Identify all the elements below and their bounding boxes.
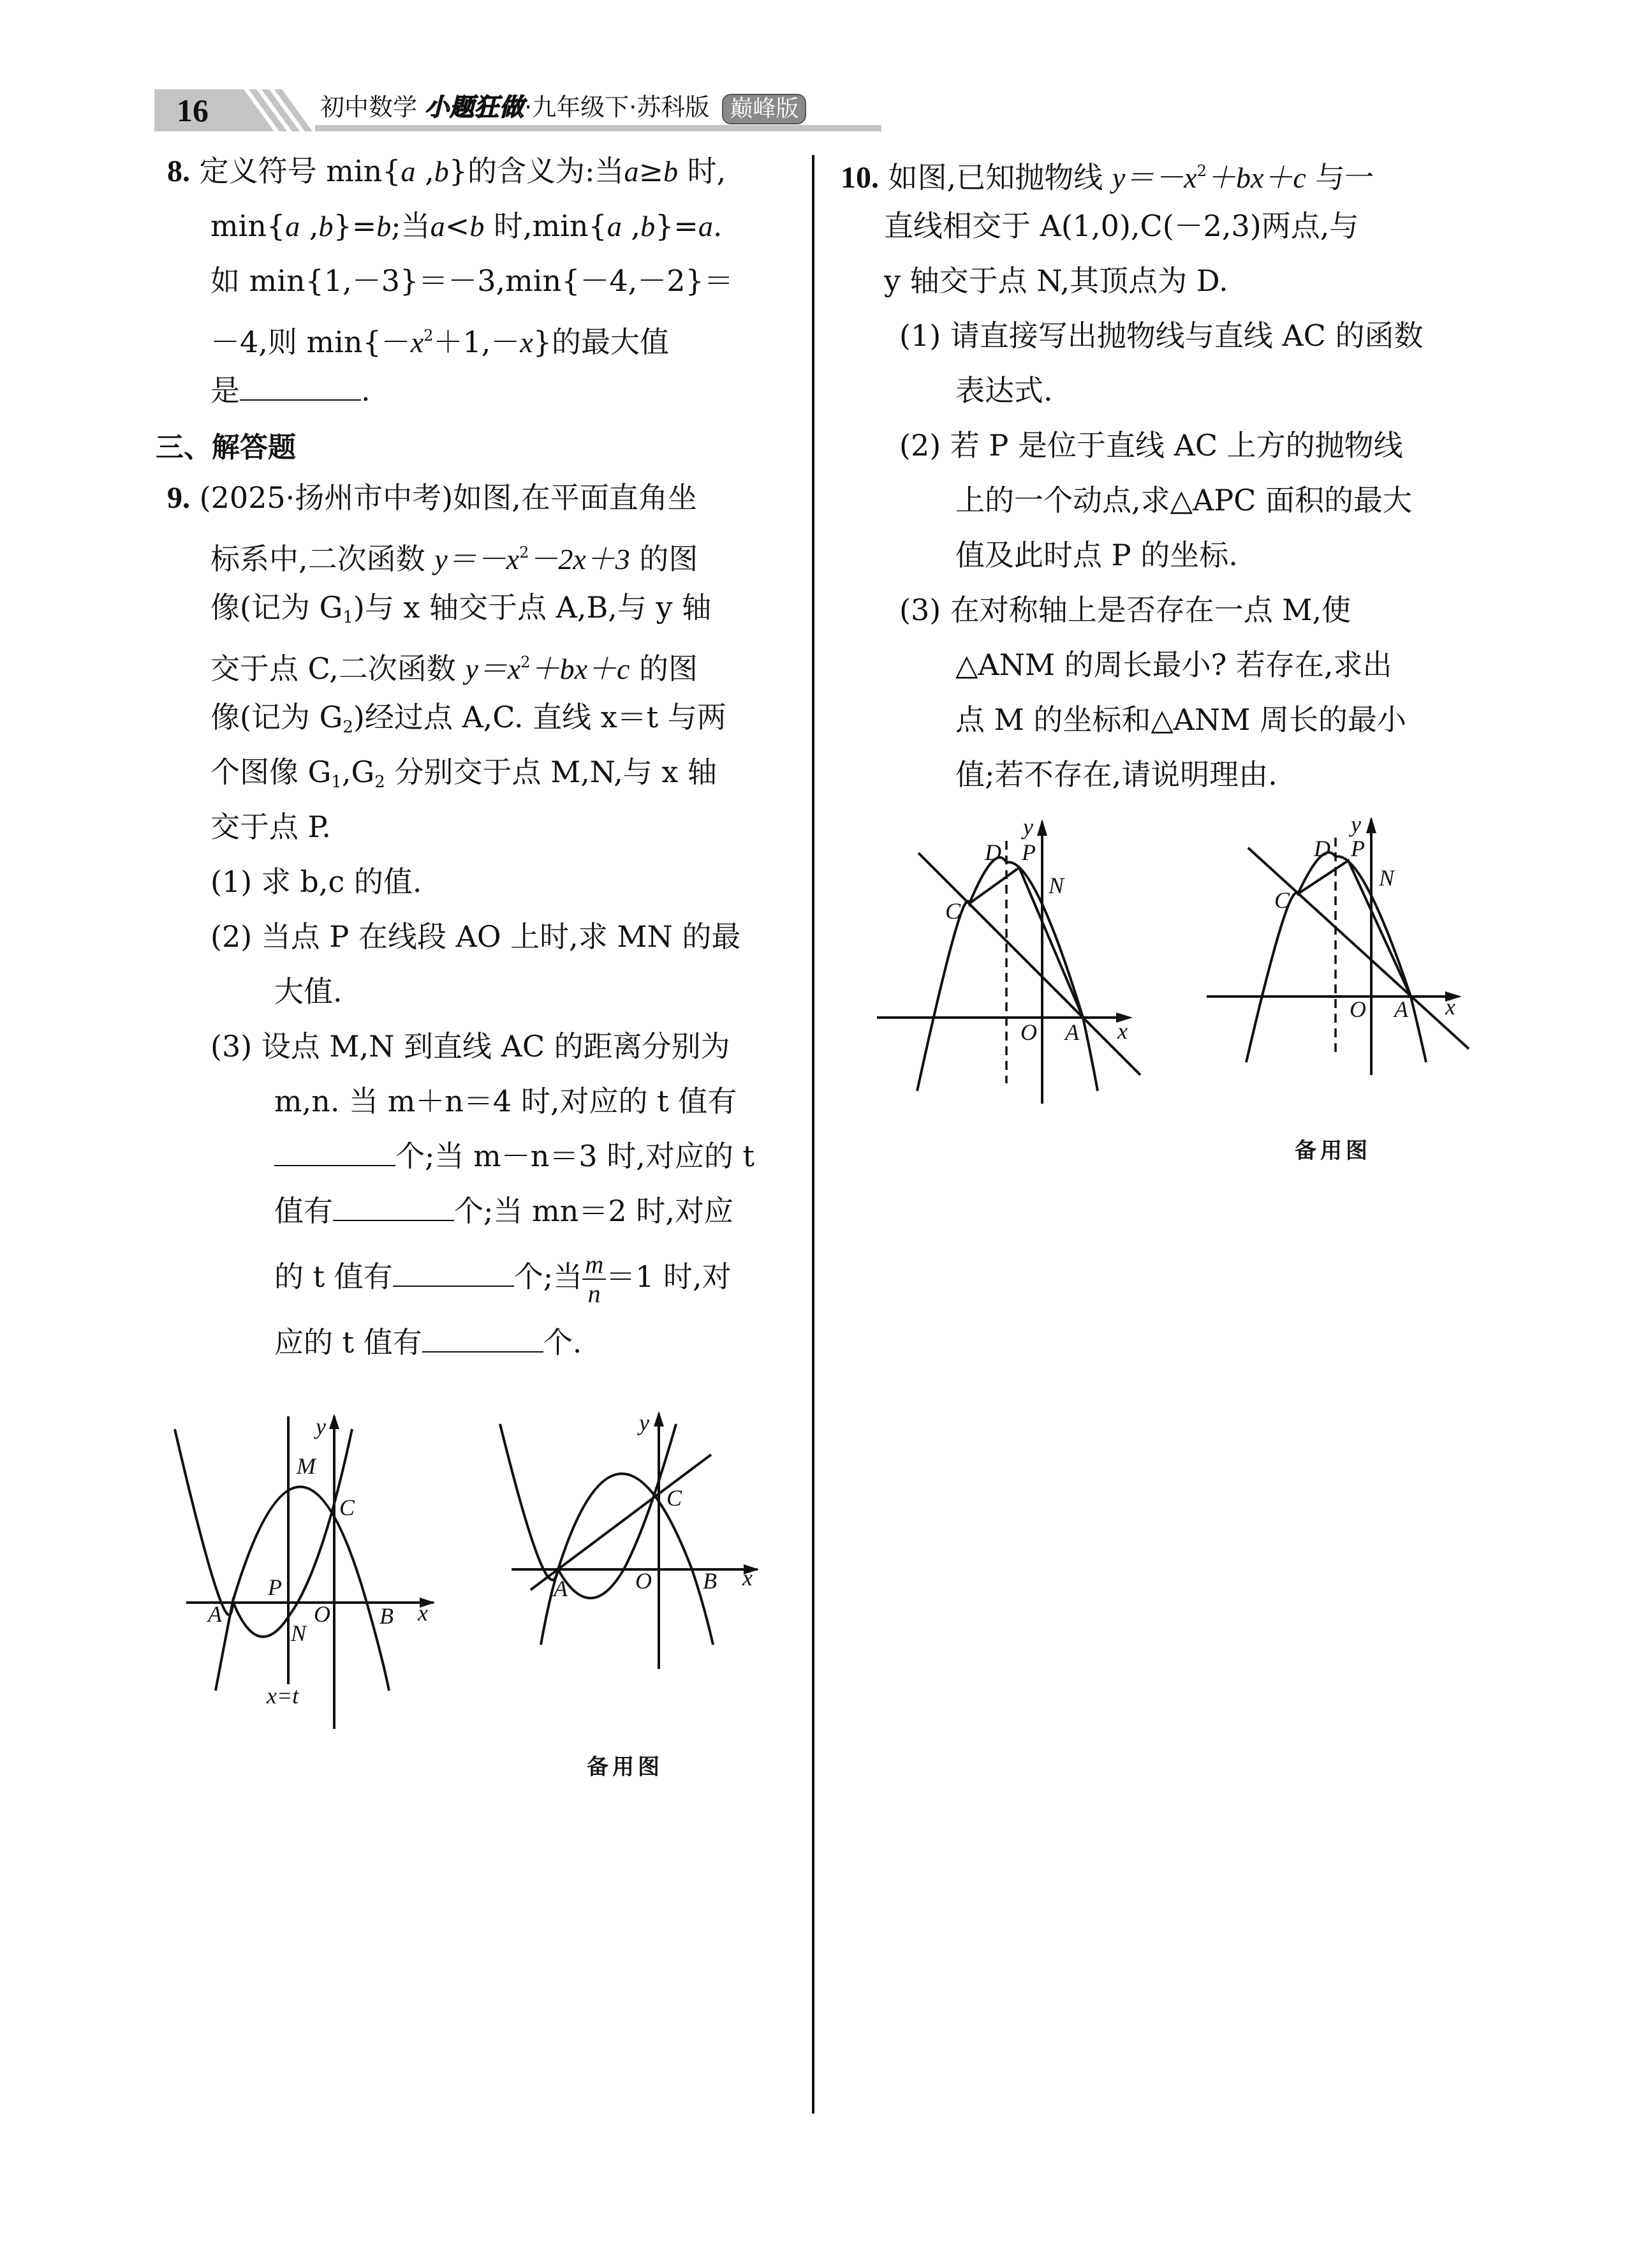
label-M: M	[297, 1453, 316, 1479]
answer-blank[interactable]	[393, 1260, 514, 1287]
q10-figure-svg	[867, 804, 1174, 1110]
text: 的图	[629, 542, 698, 576]
q10-part-3: (3) 在对称轴上是否存在一点 M,使	[899, 593, 1351, 627]
text: 的图	[629, 651, 698, 686]
text: 标系中,二次函数	[210, 542, 435, 576]
label-C: C	[945, 898, 961, 924]
brand-logo-text: 小题狂做	[425, 93, 525, 121]
math-expr: ＋bx＋c	[530, 653, 630, 685]
math-var: a	[285, 210, 300, 242]
label-C: C	[666, 1485, 682, 1511]
exponent: 2	[423, 327, 434, 345]
text: 与一	[1306, 160, 1374, 195]
book-title	[320, 91, 806, 124]
label-P: P	[1351, 836, 1365, 861]
label-A: A	[1065, 1019, 1079, 1045]
math-var: b	[663, 155, 679, 188]
question-8	[167, 144, 792, 418]
q9-part-3-line-2: m,n. 当 m＋n＝4 时,对应的 t 值有	[274, 1084, 737, 1118]
q10-part-2-line-3: 值及此时点 P 的坐标.	[955, 538, 1238, 572]
label-x: x	[1445, 994, 1455, 1019]
y-axis-arrow	[654, 1411, 664, 1427]
header-rule	[315, 125, 881, 131]
label-A: A	[208, 1601, 222, 1627]
text: ,	[621, 209, 641, 243]
math-var: a	[430, 210, 445, 242]
question-number: 8.	[167, 154, 190, 188]
q8-line-5	[167, 363, 792, 418]
q10-figure-spare-svg	[1193, 804, 1499, 1110]
math-var: a	[607, 210, 622, 242]
subscript: 1	[342, 608, 353, 627]
q10-part-1-cont: 表达式.	[955, 373, 1053, 408]
q9-part-3-line-5	[167, 1238, 792, 1315]
label-P: P	[268, 1575, 282, 1600]
label-x: x	[742, 1565, 753, 1590]
question-9	[167, 470, 792, 1370]
math-var: x	[410, 326, 424, 359]
text: 时,	[678, 154, 726, 188]
text: }的最大值	[533, 325, 670, 359]
label-A: A	[554, 1576, 568, 1601]
text: 分别交于点 M,N,与 x 轴	[385, 755, 717, 789]
q9-part-1: (1) 求 b,c 的值.	[210, 864, 422, 899]
triangle-APC	[969, 868, 1083, 1018]
text: 是	[210, 373, 240, 408]
y-axis-arrow	[1037, 819, 1047, 836]
column-divider	[812, 155, 814, 2114]
text: 如图,在平面直角坐	[453, 480, 697, 515]
answer-blank[interactable]	[274, 1139, 395, 1166]
text: 交于点 C,二次函数	[210, 651, 466, 686]
figure-caption: 备用图	[1295, 1138, 1371, 1164]
label-O: O	[635, 1568, 652, 1594]
q8-line-3: 如 min{1,－3}＝－3,min{－4,－2}＝	[210, 263, 733, 298]
label-x-equals-t: x=t	[267, 1683, 299, 1708]
text: 应的 t 值有	[274, 1325, 422, 1360]
y-axis-arrow	[329, 1414, 339, 1429]
text: ,G	[341, 755, 375, 789]
text: 值有	[274, 1194, 333, 1228]
math-var: b	[469, 210, 485, 242]
q9-part-3-line-6	[167, 1315, 792, 1370]
label-N: N	[1379, 865, 1395, 891]
text: }=	[333, 209, 377, 243]
text: ＝1 时,对	[606, 1259, 732, 1294]
text: ≥	[638, 154, 664, 188]
exponent: 2	[520, 653, 531, 671]
title-prefix: 初中数学	[320, 93, 418, 121]
q10-figure-main	[867, 804, 1174, 1113]
label-B: B	[703, 1568, 717, 1594]
q9-figure-spare	[485, 1391, 791, 1687]
math-var: b	[376, 210, 392, 242]
figure-caption: 备用图	[587, 1754, 663, 1780]
text: .	[361, 373, 371, 408]
text: 个.	[543, 1325, 582, 1360]
text: }=	[655, 209, 698, 243]
parabola-g2	[541, 1424, 676, 1645]
math-var: x	[520, 326, 533, 359]
q9-part-3-line-4	[167, 1183, 792, 1238]
q9-figure-svg	[153, 1391, 485, 1735]
label-y: y	[316, 1414, 326, 1439]
q10-part-3-line-2: △ANM 的周长最小? 若存在,求出	[955, 648, 1392, 682]
math-var: b	[434, 155, 449, 188]
page-header	[154, 89, 881, 131]
math-expr: y＝－x	[1112, 161, 1197, 194]
math-expr: －2x＋3	[529, 543, 630, 575]
math-var: b	[318, 210, 334, 242]
y-axis-arrow	[1366, 817, 1376, 833]
math-var: b	[640, 210, 656, 242]
label-x: x	[1117, 1018, 1128, 1044]
q9-line-6	[167, 745, 792, 799]
label-N: N	[291, 1620, 307, 1646]
text: 个;当 m－n＝3 时,对应的 t	[395, 1139, 755, 1173]
q9-line-4	[167, 635, 792, 690]
text: 像(记为 G	[210, 590, 343, 625]
text: )与 x 轴交于点 A,B,与 y 轴	[353, 590, 712, 625]
math-expr: y＝－x	[434, 543, 520, 575]
text: 如图,已知抛物线	[888, 160, 1112, 195]
edition-badge: 巅峰版	[722, 94, 806, 124]
text: 个;当	[513, 1259, 583, 1294]
text: ＋1,－	[433, 325, 520, 359]
text: )经过点 A,C. 直线 x＝t 与两	[353, 700, 726, 734]
q10-part-3-line-3: 点 M 的坐标和△ANM 周长的最小	[955, 702, 1406, 737]
question-number: 10.	[841, 161, 879, 195]
q9-figure-main	[153, 1391, 485, 1738]
question-source: (2025·扬州市中考)	[199, 480, 453, 515]
q10-part-3-line-4: 值;若不存在,请说明理由.	[955, 757, 1277, 792]
text: 个;当 mn＝2 时,对应	[454, 1194, 733, 1228]
subscript: 1	[331, 773, 342, 792]
section-heading: 三、解答题	[156, 431, 296, 464]
label-O: O	[314, 1601, 330, 1627]
question-10	[841, 144, 1485, 802]
q9-part-3: (3) 设点 M,N 到直线 AC 的距离分别为	[210, 1029, 730, 1064]
text: ;当	[391, 209, 431, 243]
label-N: N	[1049, 873, 1064, 898]
answer-blank[interactable]	[240, 374, 361, 401]
q10-line-1	[841, 144, 1485, 198]
text: 时,min{	[484, 209, 607, 243]
q9-line-2	[167, 525, 792, 580]
math-var: a	[401, 155, 416, 188]
q8-line-2	[167, 198, 792, 253]
subscript: 2	[374, 773, 385, 792]
text: ,	[300, 209, 319, 243]
q9-part-2: (2) 当点 P 在线段 AO 上时,求 MN 的最	[210, 919, 741, 954]
label-x: x	[418, 1600, 428, 1626]
q9-line-5	[167, 690, 792, 745]
text: ,	[415, 154, 434, 188]
fraction-m-over-n	[582, 1250, 606, 1308]
parabola-g2	[216, 1429, 352, 1691]
header-stripes-decoration	[230, 89, 319, 131]
answer-blank[interactable]	[422, 1326, 543, 1353]
text: －4,则 min{－	[210, 325, 411, 359]
question-number: 9.	[167, 481, 190, 515]
label-P: P	[1022, 840, 1036, 865]
label-C: C	[339, 1495, 355, 1520]
subscript: 2	[342, 718, 353, 737]
label-y: y	[1351, 812, 1361, 837]
q9-part-3-line-3	[167, 1129, 792, 1183]
q9-figure-spare-svg	[485, 1391, 791, 1684]
label-y: y	[639, 1410, 649, 1435]
text: 个图像 G	[210, 755, 332, 789]
q9-line-3	[167, 580, 792, 635]
q10-figure-spare	[1193, 804, 1499, 1113]
q9-line-1	[167, 470, 792, 525]
label-O: O	[1020, 1019, 1037, 1045]
q9-part-2-cont: 大值.	[274, 974, 342, 1009]
math-expr: y＝x	[465, 653, 521, 685]
text: .	[712, 209, 723, 243]
text: 的 t 值有	[274, 1259, 393, 1294]
text: 像(记为 G	[210, 700, 343, 734]
page-number: 16	[177, 93, 209, 128]
numerator: m	[582, 1250, 606, 1280]
q10-part-1: (1) 请直接写出抛物线与直线 AC 的函数	[899, 318, 1424, 353]
math-var: a	[624, 155, 639, 188]
math-expr: ＋bx＋c	[1207, 161, 1306, 194]
text: min{	[210, 209, 286, 243]
math-var: a	[698, 210, 713, 242]
parabola-g1	[175, 1429, 389, 1691]
q10-part-2-line-2: 上的一个动点,求△APC 面积的最大	[955, 483, 1412, 517]
exponent: 2	[1196, 162, 1207, 180]
label-B: B	[379, 1603, 394, 1629]
label-y: y	[1023, 814, 1033, 840]
text: 定义符号 min{	[199, 154, 401, 188]
answer-blank[interactable]	[333, 1194, 454, 1221]
q10-line-2: 直线相交于 A(1,0),C(－2,3)两点,与	[884, 209, 1359, 243]
q10-part-2: (2) 若 P 是位于直线 AC 上方的抛物线	[899, 428, 1403, 463]
label-C: C	[1274, 887, 1290, 913]
denominator: n	[587, 1279, 601, 1308]
label-D: D	[1314, 836, 1330, 861]
label-D: D	[985, 840, 1001, 865]
label-A: A	[1394, 997, 1408, 1022]
exponent: 2	[519, 544, 529, 561]
title-suffix: ·九年级下·苏科版	[524, 93, 710, 121]
text: }的含义为:当	[448, 154, 624, 188]
label-O: O	[1350, 997, 1366, 1022]
q9-line-7: 交于点 P.	[210, 810, 331, 844]
q10-line-3: y 轴交于点 N,其顶点为 D.	[884, 263, 1228, 298]
q8-line-1	[167, 144, 792, 198]
text: <	[445, 209, 470, 243]
q8-line-4	[167, 308, 792, 363]
